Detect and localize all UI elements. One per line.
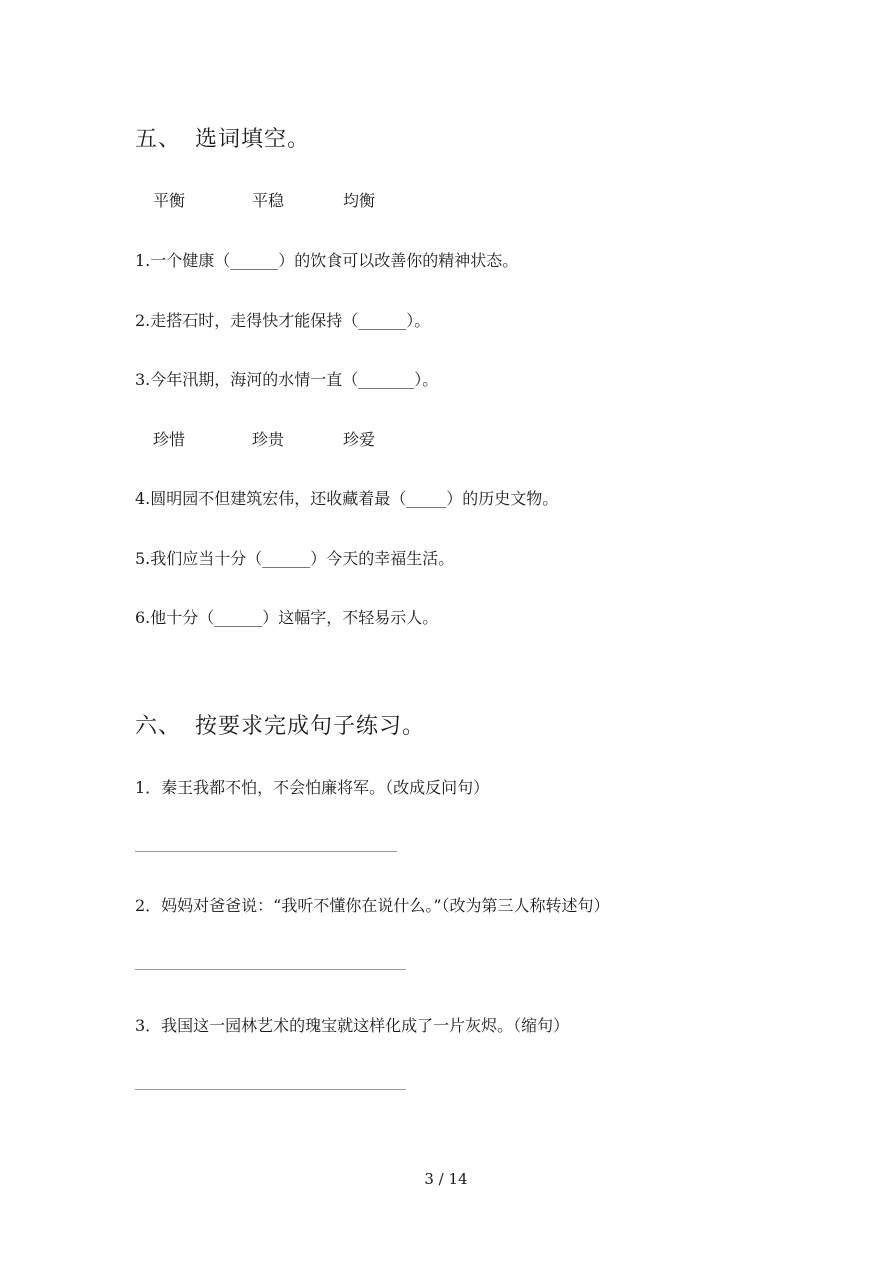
word-bank-1 — [153, 188, 375, 211]
word-bank-1-item: 平衡 — [153, 191, 186, 210]
answer-line-3[interactable] — [135, 1089, 406, 1090]
section-6-title-text: 按要求完成句子练习。 — [195, 714, 426, 739]
question-text: 2.走搭石时，走得快才能保持（ — [135, 311, 359, 330]
question-text: 5.我们应当十分（ — [135, 549, 263, 568]
section-5-title — [135, 122, 310, 153]
page-number: 3 / 14 — [424, 1170, 468, 1188]
word-bank-2 — [153, 427, 375, 450]
answer-blank[interactable]: ______ — [214, 608, 263, 627]
question-text: 1.一个健康（ — [135, 251, 231, 270]
answer-blank[interactable]: _______ — [358, 370, 415, 389]
word-bank-2-item: 珍惜 — [153, 430, 186, 449]
answer-blank[interactable]: _____ — [406, 489, 447, 508]
question-text: ）今天的幸福生活。 — [310, 549, 455, 568]
sentence-question-1: 1．秦王我都不怕，不会怕廉将军。（改成反问句） — [135, 778, 490, 797]
fill-question-1 — [135, 248, 518, 271]
question-text: ）的历史文物。 — [446, 489, 559, 508]
answer-blank[interactable]: ______ — [230, 251, 279, 270]
question-text: 6.他十分（ — [135, 608, 215, 627]
word-bank-2-item: 珍爱 — [343, 430, 376, 449]
fill-question-5 — [135, 546, 454, 569]
question-text: ）。 — [414, 370, 439, 389]
fill-question-3 — [135, 367, 438, 390]
fill-question-6 — [135, 605, 438, 628]
question-text: ）。 — [406, 311, 431, 330]
question-text: ）这幅字，不轻易示人。 — [262, 608, 439, 627]
question-text: 4.圆明园不但建筑宏伟，还收藏着最（ — [135, 489, 407, 508]
word-bank-1-item: 平稳 — [252, 191, 285, 210]
word-bank-1-item: 均衡 — [343, 191, 376, 210]
word-bank-2-item: 珍贵 — [252, 430, 285, 449]
fill-question-4 — [135, 486, 558, 509]
fill-question-2 — [135, 308, 430, 331]
answer-blank[interactable]: ______ — [262, 549, 311, 568]
question-text: ）的饮食可以改善你的精神状态。 — [278, 251, 519, 270]
answer-line-1[interactable] — [135, 851, 397, 852]
answer-line-2[interactable] — [135, 969, 406, 970]
sentence-question-2: 2．妈妈对爸爸说：“我听不懂你在说什么。”（改为第三人称转述句） — [135, 896, 610, 915]
section-5-number: 五、 — [135, 127, 182, 152]
section-5-title-text: 选词填空。 — [195, 127, 311, 152]
section-6-title — [135, 709, 425, 740]
answer-blank[interactable]: ______ — [358, 311, 407, 330]
question-text: 3.今年汛期，海河的水情一直（ — [135, 370, 359, 389]
section-6-number: 六、 — [135, 714, 182, 739]
sentence-question-3: 3．我国这一园林艺术的瑰宝就这样化成了一片灰烬。（缩句） — [135, 1016, 570, 1035]
